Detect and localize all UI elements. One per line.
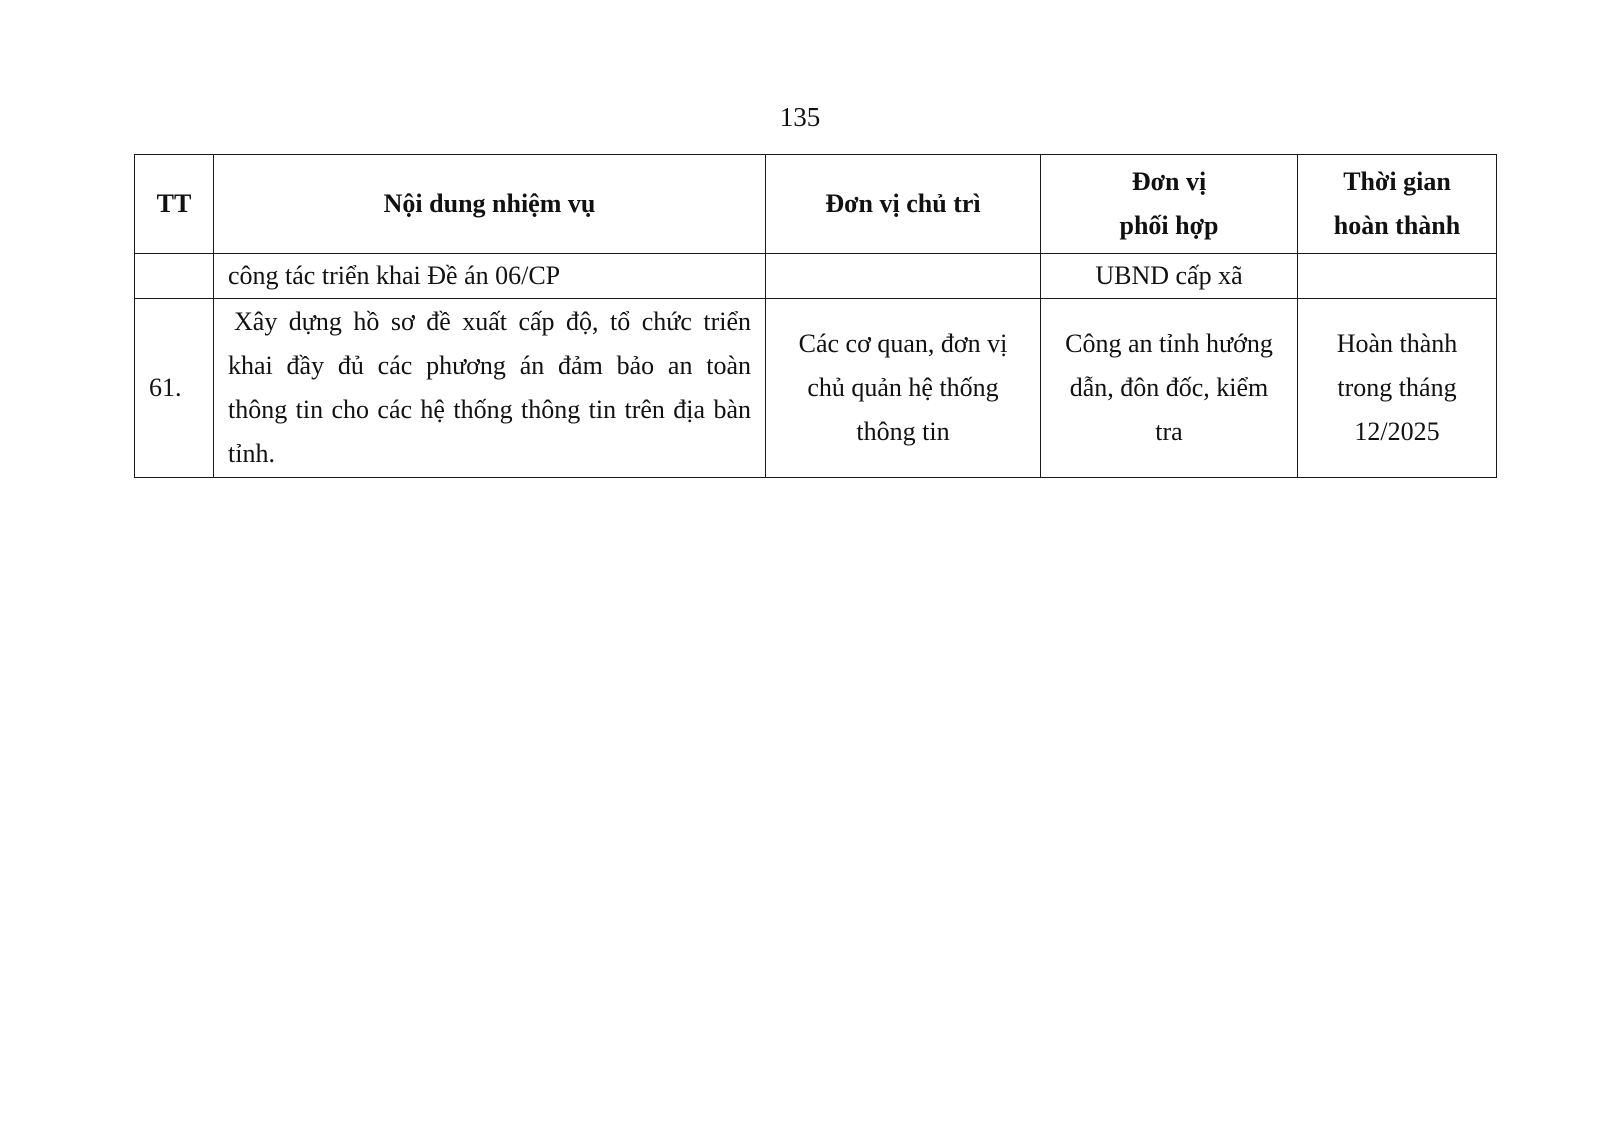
cell-completion-time: Hoàn thành trong tháng 12/2025 [1298, 299, 1497, 478]
header-lead-unit: Đơn vị chủ trì [766, 155, 1041, 254]
header-completion-time [1298, 155, 1497, 254]
cell-completion-time [1298, 254, 1497, 299]
cell-coordinating-unit: UBND cấp xã [1041, 254, 1298, 299]
table-header-row [135, 155, 1497, 254]
task-table [134, 154, 1497, 478]
page-number: 135 [779, 102, 821, 132]
header-content: Nội dung nhiệm vụ [214, 155, 766, 254]
cell-lead-unit: Các cơ quan, đơn vị chủ quản hệ thống thông tin [766, 299, 1041, 478]
header-completion-time-line2: hoàn thành [1333, 211, 1461, 240]
table-row [135, 254, 1497, 299]
cell-lead-unit [766, 254, 1041, 299]
cell-content: công tác triển khai Đề án 06/CP [214, 254, 766, 299]
table-row [135, 299, 1497, 478]
cell-content: Xây dựng hồ sơ đề xuất cấp độ, tổ chức triển khai đầy đủ các phương án đảm bảo an toàn thông tin cho các hệ thống thông tin trên địa bàn tỉnh. [214, 299, 766, 478]
header-tt: TT [135, 155, 214, 254]
cell-coordinating-unit: Công an tỉnh hướng dẫn, đôn đốc, kiểm tra [1041, 299, 1298, 478]
header-coordinating-unit [1041, 155, 1298, 254]
header-completion-time-line1: Thời gian [1343, 167, 1451, 196]
header-coordinating-unit-line1: Đơn vị [1131, 167, 1207, 196]
header-coordinating-unit-line2: phối hợp [1119, 211, 1219, 240]
cell-tt: 61. [135, 299, 214, 478]
cell-tt [135, 254, 214, 299]
